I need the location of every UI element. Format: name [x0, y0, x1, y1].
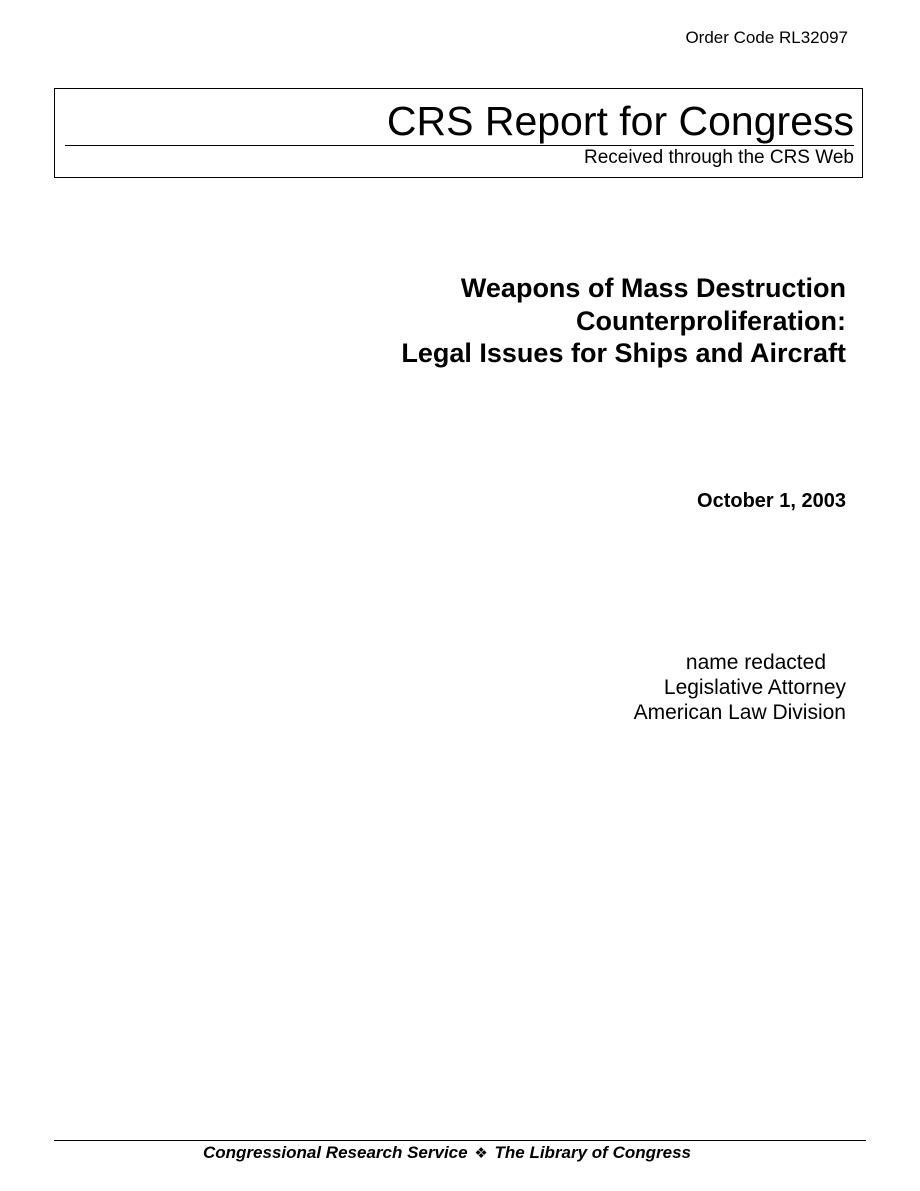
- header-title: CRS Report for Congress: [386, 98, 854, 144]
- footer-separator-icon: ❖: [474, 1144, 488, 1162]
- report-title-line: Legal Issues for Ships and Aircraft: [401, 338, 846, 368]
- author-block: [634, 650, 846, 725]
- header-divider: [65, 145, 854, 146]
- order-code: Order Code RL32097: [685, 28, 848, 47]
- author-position: Legislative Attorney: [663, 676, 846, 699]
- footer-organization: Congressional Research Service: [203, 1143, 468, 1162]
- footer-divider: [54, 1140, 866, 1141]
- report-title-line: Weapons of Mass Destruction: [460, 273, 846, 303]
- author-name: name redacted: [685, 651, 826, 674]
- header-subtitle: Received through the CRS Web: [583, 147, 854, 168]
- author-division: American Law Division: [633, 701, 846, 724]
- footer: [203, 1143, 691, 1163]
- report-title: [401, 272, 846, 370]
- report-date: October 1, 2003: [697, 490, 846, 512]
- report-header-box: [54, 88, 863, 178]
- report-title-line: Counterproliferation:: [576, 305, 846, 336]
- footer-library: The Library of Congress: [494, 1143, 691, 1162]
